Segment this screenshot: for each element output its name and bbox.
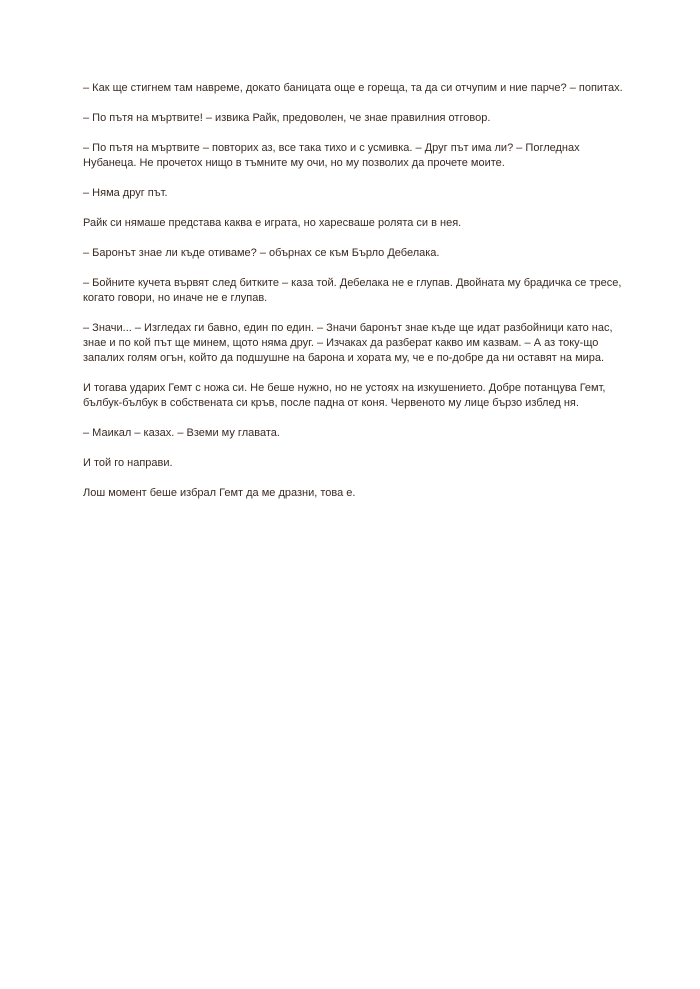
paragraph: – Няма друг път. — [83, 187, 168, 199]
paragraph: – Как ще стигнем там навреме, докато баницата още е гореща, та да си отчупим и ние парче? – попитах. — [83, 82, 623, 94]
paragraph: – Бойните кучета вървят след битките – каза той. Дебелака не е глупав. Двойната му брадичка се тресе, когато говори, но иначе не е глупав. — [83, 277, 622, 304]
paragraph: И той го направи. — [83, 457, 173, 469]
paragraph: – Баронът знае ли къде отиваме? – обърнах се към Бърло Дебелака. — [83, 247, 440, 259]
paragraph: – Маикал – казах. – Вземи му главата. — [83, 427, 280, 439]
paragraph: И тогава ударих Гемт с ножа си. Не беше нужно, но не устоях на изкушението. Добре потанцува Гемт, бълбук-бълбук в собствената си кръв, после падна от коня. Червеното му лице бързо изблед ня. — [83, 382, 606, 409]
paragraph: Райк си нямаше представа каква е играта, но харесваше ролята си в нея. — [83, 217, 462, 229]
paragraph: – По пътя на мъртвите – повторих аз, все така тихо и с усмивка. – Друг път има ли? – Погледнах Нубанеца. Не прочетох нищо в тъмните му очи, но му позволих да прочете моите. — [83, 142, 580, 169]
document-body — [83, 81, 623, 516]
paragraph: – Значи... – Изгледах ги бавно, един по един. – Значи баронът знае къде ще идат разбойници като нас, знае и по кой път ще минем, щото няма друг. – Изчаках да разберат какво им казвам. – А аз току-що запалих голям огън, който да подшушне на барона и хората му, че е по-добре да ни оставят на мира. — [83, 322, 613, 364]
paragraph: Лош момент беше избрал Гемт да ме дразни, това е. — [83, 487, 356, 499]
paragraph: – По пътя на мъртвите! – извика Райк, предоволен, че знае правилния отговор. — [83, 112, 491, 124]
